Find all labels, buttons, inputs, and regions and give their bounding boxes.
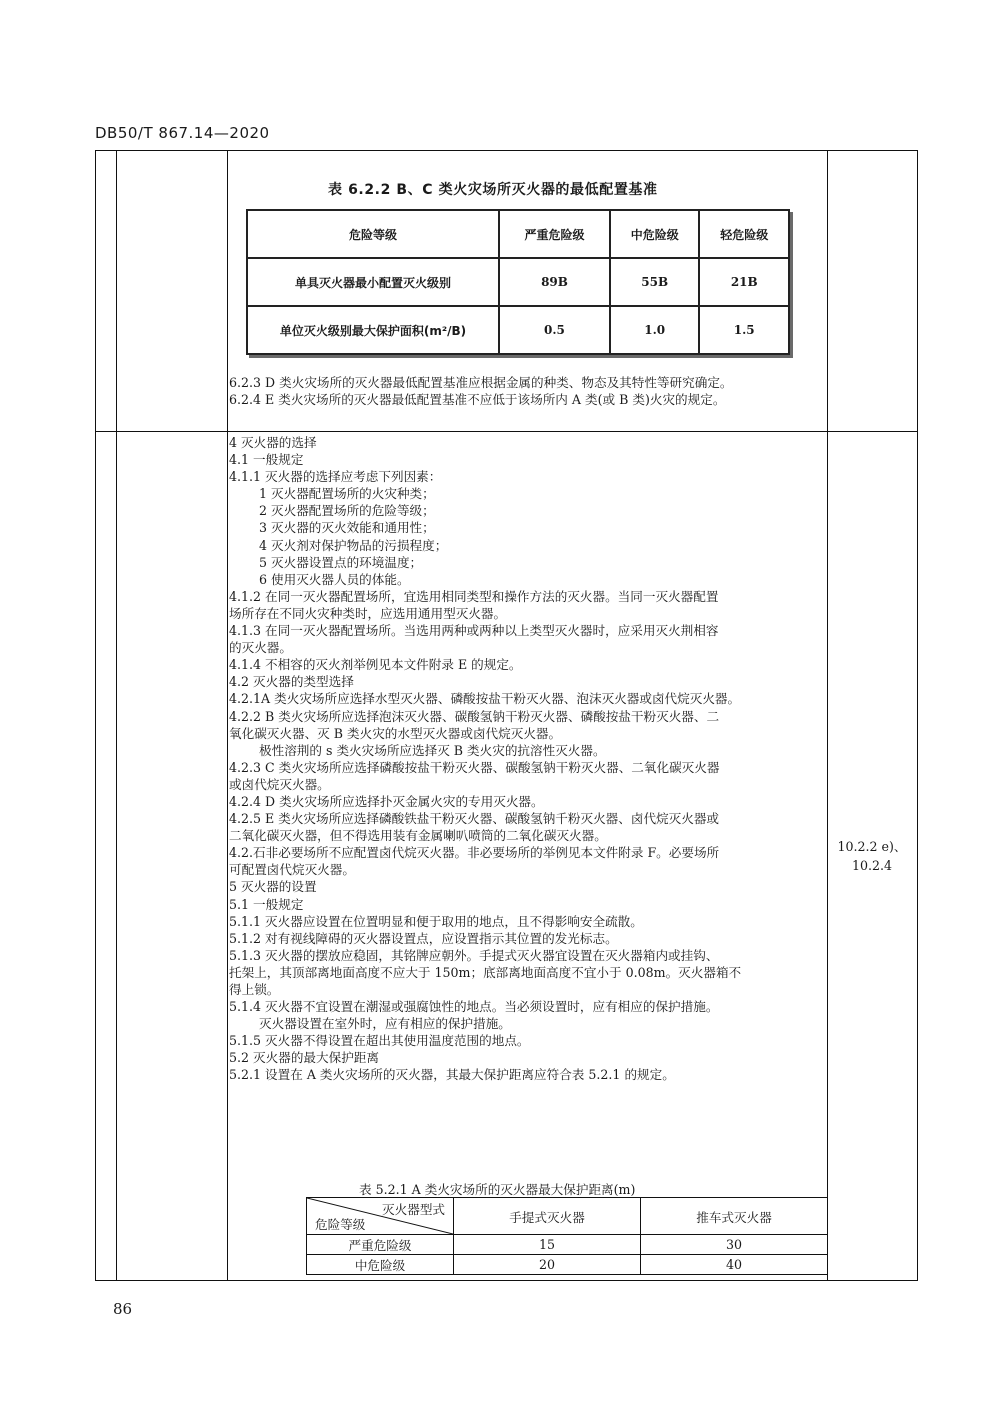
document-id: DB50/T 867.14—2020 xyxy=(95,124,270,142)
table-cell: 89B xyxy=(499,258,610,306)
table-521 xyxy=(306,1197,828,1275)
table-header-cell: 轻危险级 xyxy=(699,210,789,258)
column-divider xyxy=(227,151,228,1280)
text-line: 5.2 灭火器的最大保护距离 xyxy=(229,1050,379,1066)
reference-line: 10.2.4 xyxy=(851,858,893,873)
text-line: 5.2.1 设置在 A 类火灾场所的灭火器，其最大保护距离应符合表 5.2.1 的规定。 xyxy=(229,1067,675,1083)
diagonal-header-bottom: 危险等级 xyxy=(315,1217,366,1232)
text-line: 5 灭火器设置点的环境温度； xyxy=(259,554,423,570)
text-line: 6 使用灭火器人员的体能。 xyxy=(259,571,410,587)
table-header-cell: 中危险级 xyxy=(610,210,700,258)
text-line: 6.2.3 D 类火灾场所的灭火器最低配置基准应根据金属的种类、物态及其特性等研究确定。 xyxy=(229,375,733,390)
table-cell: 1.5 xyxy=(699,306,789,354)
table-header-cell: 推车式灭火器 xyxy=(641,1198,828,1235)
text-line: 5.1.2 对有视线障碍的灭火器设置点，应设置指示其位置的发光标志。 xyxy=(229,930,618,946)
text-line: 4.1.3 在同一灭火器配置场所。当选用两种或两种以上类型灭火器时，应采用灭火荆相容 xyxy=(229,623,719,639)
text-line: 5.1 一般规定 xyxy=(229,896,304,912)
text-line: 2 灭火器配置场所的危险等级； xyxy=(259,503,435,519)
text-line: 二氧化碳灭火器，但不得选用装有金属喇叭喷筒的二氧化碳灭火器。 xyxy=(229,828,607,844)
text-line: 4.1.4 不相容的灭火剂举例见本文件附录 E 的规定。 xyxy=(229,657,522,673)
text-line: 6.2.4 E 类火灾场所的灭火器最低配置基准不应低于该场所内 A 类(或 B 类)火灾的规定。 xyxy=(229,392,726,408)
text-line: 托架上，其顶部离地面高度不应大于 150m；底部离地面高度不宜小于 0.08m。灭火器箱不 xyxy=(229,964,742,980)
table-header-cell: 危险等级 xyxy=(247,210,499,258)
table-cell: 中危险级 xyxy=(307,1255,454,1275)
text-line: 1 灭火器配置场所的火灾种类； xyxy=(259,486,435,502)
table-cell: 30 xyxy=(641,1235,828,1255)
table-row xyxy=(247,210,789,258)
clause-text-body xyxy=(229,434,826,1084)
text-line: 5.1.3 灭火器的摆放应稳固，其铭牌应朝外。手提式灭火器宜设置在灭火器箱内或挂钩、 xyxy=(229,947,719,963)
table-row xyxy=(247,258,789,306)
text-line: 3 灭火器的灭火效能和通用性； xyxy=(259,520,435,536)
text-line: 5.1.1 灭火器应设置在位置明显和便于取用的地点，且不得影响安全疏散。 xyxy=(229,913,643,929)
text-line: 氧化碳灭火器、灭 B 类火灾的水型灭火器或卤代烷灭火器。 xyxy=(229,725,562,741)
text-line: 4 灭火器的选择 xyxy=(229,435,317,450)
text-line: 4.1.2 在同一灭火器配置场所，宜选用相同类型和操作方法的灭火器。当同一灭火器配置 xyxy=(229,588,719,604)
table-row xyxy=(307,1198,828,1235)
scan-table-title: 表 6.2.2 B、C 类火灾场所灭火器的最低配置基准 xyxy=(328,182,658,198)
text-line: 5.1.5 灭火器不得设置在超出其使用温度范围的地点。 xyxy=(229,1033,530,1049)
text-line: 4.2 灭火器的类型选择 xyxy=(229,674,354,690)
text-line: 可配置卤代烷灭火器。 xyxy=(229,862,355,878)
text-line: 4.2.4 D 类火灾场所应选择扑灭金属火灾的专用灭火器。 xyxy=(229,793,544,809)
table-cell: 1.0 xyxy=(610,306,700,354)
text-line: 5 灭火器的设置 xyxy=(229,879,317,895)
table-cell: 21B xyxy=(699,258,789,306)
text-line: 4.2.石非必要场所不应配置卤代烷灭火器。非必要场所的举例见本文件附录 F。必要场所 xyxy=(229,845,720,861)
text-line: 的灭火器。 xyxy=(229,640,292,656)
text-line: 4.2.1A 类火灾场所应选择水型灭火器、磷酸按盐干粉灭火器、泡沫灭火器或卤代烷灭火器。 xyxy=(229,691,741,707)
text-line: 5.1.4 灭火器不宜设置在潮湿或强腐蚀性的地点。当必须设置时，应有相应的保护措施。 xyxy=(229,999,719,1015)
document-table xyxy=(95,150,918,1281)
diagonal-header-cell xyxy=(307,1198,454,1235)
text-line: 4.2.5 E 类火灾场所应选择磷酸铁盐干粉灭火器、碳酸氢钠千粉灭火器、卤代烷灭火器或 xyxy=(229,811,720,827)
table-header-cell: 手提式灭火器 xyxy=(454,1198,641,1235)
table-cell: 单位灭火级别最大保护面积(m²/B) xyxy=(247,306,499,354)
table-cell: 严重危险级 xyxy=(307,1235,454,1255)
table-row xyxy=(307,1235,828,1255)
text-line: 4.1.1 灭火器的选择应考虑下列因素： xyxy=(229,469,442,485)
page-number: 86 xyxy=(113,1300,133,1318)
scan-table xyxy=(246,209,790,355)
text-line: 灭火器设置在室外时，应有相应的保护措施。 xyxy=(259,1016,511,1032)
text-line: 极性溶荆的 s 类火灾场所应选择灭 B 类火灾的抗溶性灭火器。 xyxy=(259,742,606,758)
text-line: 4 灭火剂对保护物品的污损程度； xyxy=(259,537,448,553)
row-divider xyxy=(96,431,917,432)
text-line: 得上锁。 xyxy=(229,982,280,997)
table-cell: 40 xyxy=(641,1255,828,1275)
table-row xyxy=(307,1255,828,1275)
table-cell: 55B xyxy=(610,258,700,306)
column-divider xyxy=(827,151,828,1280)
table-cell: 0.5 xyxy=(499,306,610,354)
table-row xyxy=(247,306,789,354)
column-divider xyxy=(116,151,117,1280)
reference-cell xyxy=(828,837,916,875)
text-line: 4.2.3 C 类火灾场所应选择磷酸按盐干粉灭火器、碳酸氢钠干粉灭火器、二氧化碳灭火器 xyxy=(229,759,720,775)
table-cell: 单具灭火器最小配置灭火级别 xyxy=(247,258,499,306)
text-line: 场所存在不同火灾种类时，应选用通用型灭火器。 xyxy=(229,605,507,621)
text-line: 4.1 一般规定 xyxy=(229,452,304,468)
text-line: 4.2.2 B 类火灾场所应选择泡沫灭火器、碳酸氢钠干粉灭火器、磷酸按盐干粉灭火器、二 xyxy=(229,708,720,724)
table-521-caption: 表 5.2.1 A 类火灾场所的灭火器最大保护距离(m) xyxy=(359,1182,636,1197)
reference-line: 10.2.2 e)、 xyxy=(837,839,907,854)
clause-text-top xyxy=(229,374,826,408)
table-header-cell: 严重危险级 xyxy=(499,210,610,258)
table-cell: 15 xyxy=(454,1235,641,1255)
diagonal-header-top: 灭火器型式 xyxy=(382,1202,445,1217)
table-cell: 20 xyxy=(454,1255,641,1275)
text-line: 或卤代烷灭火器。 xyxy=(229,776,330,792)
